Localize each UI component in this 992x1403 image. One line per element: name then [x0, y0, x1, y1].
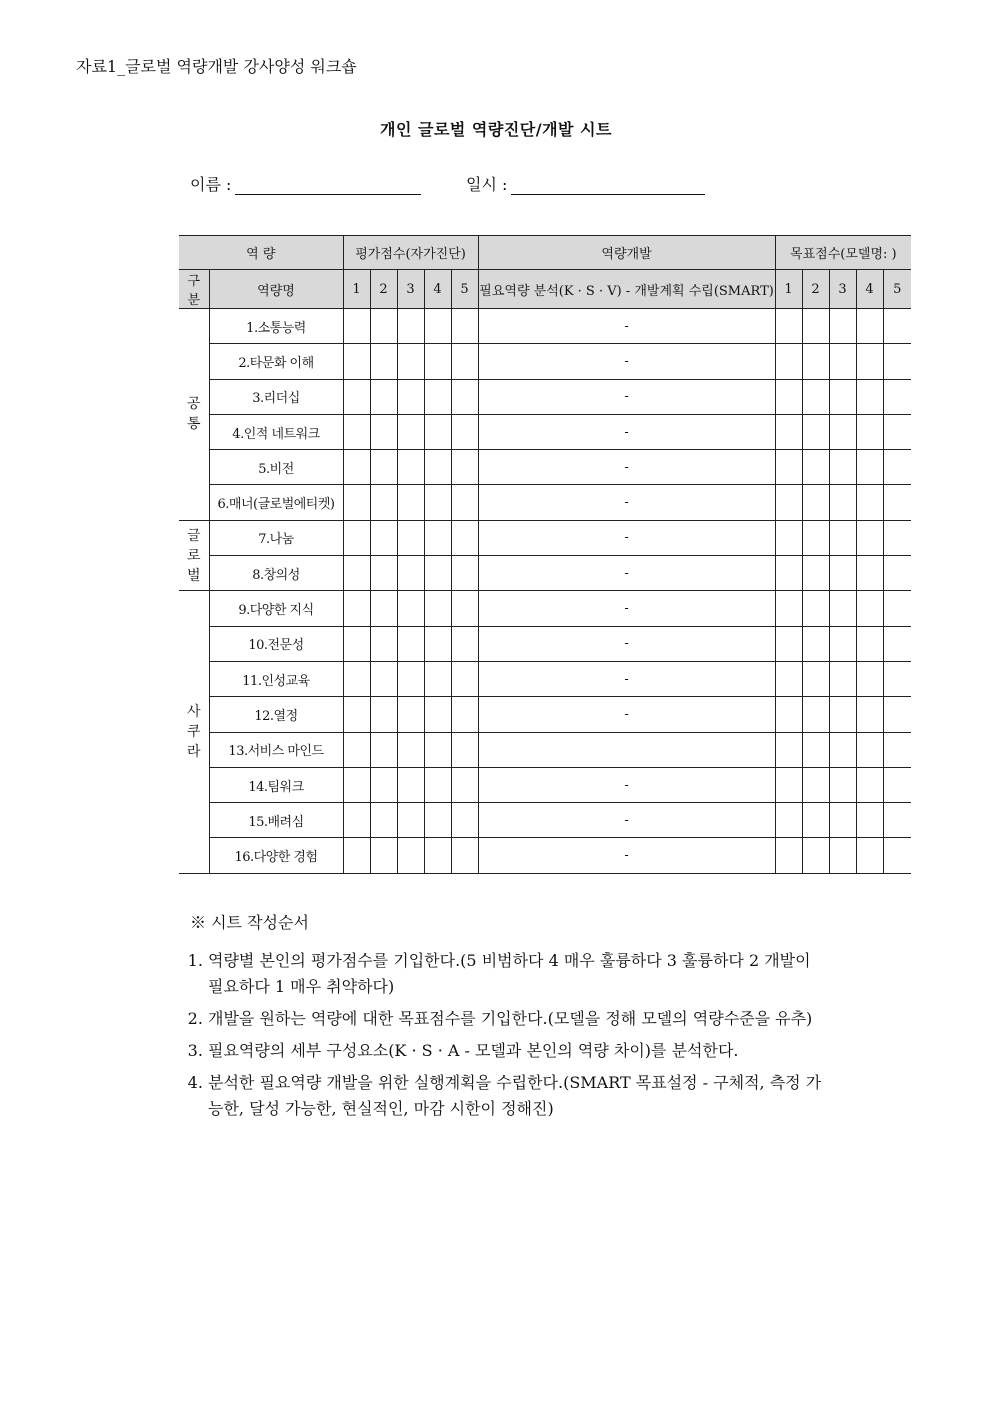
instruction-item: 2. 개발을 원하는 역량에 대한 목표점수를 기입한다.(모델을 정해 모델의 역량수준을 유추) [208, 1006, 830, 1032]
target-score-cell[interactable] [829, 485, 856, 520]
self-score-cell[interactable] [451, 838, 478, 873]
development-cell[interactable]: - [478, 309, 775, 344]
target-score-cell[interactable] [775, 344, 802, 379]
target-score-cell[interactable] [802, 767, 829, 802]
self-score-cell[interactable] [343, 767, 370, 802]
competency-name: 10.전문성 [209, 626, 343, 661]
self-score-cell[interactable] [451, 414, 478, 449]
target-score-cell[interactable] [802, 309, 829, 344]
target-score-cell[interactable] [883, 485, 911, 520]
self-score-cell[interactable] [424, 344, 451, 379]
header-self-4: 4 [424, 270, 451, 309]
target-score-cell[interactable] [802, 803, 829, 838]
target-score-cell[interactable] [829, 661, 856, 696]
self-score-cell[interactable] [451, 309, 478, 344]
self-score-cell[interactable] [397, 450, 424, 485]
header-target-2: 2 [802, 270, 829, 309]
development-cell[interactable]: - [478, 450, 775, 485]
header-target-4: 4 [856, 270, 883, 309]
self-score-cell[interactable] [397, 767, 424, 802]
target-score-cell[interactable] [775, 697, 802, 732]
target-score-cell[interactable] [802, 697, 829, 732]
header-development: 역량개발 [478, 236, 775, 270]
header-target-5: 5 [883, 270, 911, 309]
self-score-cell[interactable] [343, 379, 370, 414]
self-score-cell[interactable] [343, 414, 370, 449]
self-score-cell[interactable] [343, 661, 370, 696]
table-row [179, 414, 911, 449]
target-score-cell[interactable] [883, 344, 911, 379]
development-cell[interactable]: - [478, 626, 775, 661]
header-competency: 역 량 [179, 236, 343, 270]
target-score-cell[interactable] [883, 450, 911, 485]
target-score-cell[interactable] [802, 450, 829, 485]
group-label [179, 520, 209, 591]
target-score-cell[interactable] [829, 803, 856, 838]
header-target-1: 1 [775, 270, 802, 309]
target-score-cell[interactable] [856, 661, 883, 696]
header-self-2: 2 [370, 270, 397, 309]
target-score-cell[interactable] [775, 309, 802, 344]
self-score-cell[interactable] [424, 803, 451, 838]
self-score-cell[interactable] [397, 732, 424, 767]
target-score-cell[interactable] [856, 767, 883, 802]
target-score-cell[interactable] [829, 414, 856, 449]
development-cell[interactable]: - [478, 379, 775, 414]
target-score-cell[interactable] [883, 309, 911, 344]
self-score-cell[interactable] [397, 803, 424, 838]
target-score-cell[interactable] [883, 661, 911, 696]
table-row [179, 661, 911, 696]
self-score-cell[interactable] [451, 520, 478, 555]
self-score-cell[interactable] [451, 450, 478, 485]
target-score-cell[interactable] [856, 697, 883, 732]
target-score-cell[interactable] [775, 732, 802, 767]
target-score-cell[interactable] [829, 732, 856, 767]
self-score-cell[interactable] [343, 803, 370, 838]
table-row [179, 556, 911, 591]
self-score-cell[interactable] [424, 414, 451, 449]
self-score-cell[interactable] [343, 732, 370, 767]
development-cell[interactable]: - [478, 661, 775, 696]
development-cell[interactable] [478, 732, 775, 767]
self-score-cell[interactable] [370, 520, 397, 555]
competency-name: 5.비전 [209, 450, 343, 485]
target-score-cell[interactable] [856, 450, 883, 485]
self-score-cell[interactable] [424, 838, 451, 873]
header-self-score: 평가점수(자가진단) [343, 236, 478, 270]
self-score-cell[interactable] [343, 520, 370, 555]
self-score-cell[interactable] [370, 556, 397, 591]
self-score-cell[interactable] [397, 661, 424, 696]
competency-name: 8.창의성 [209, 556, 343, 591]
table-row [179, 309, 911, 344]
header-competency-name: 역량명 [209, 270, 343, 309]
self-score-cell[interactable] [343, 626, 370, 661]
self-score-cell[interactable] [424, 732, 451, 767]
target-score-cell[interactable] [856, 414, 883, 449]
self-score-cell[interactable] [343, 697, 370, 732]
name-input-line [235, 178, 421, 195]
target-score-cell[interactable] [829, 309, 856, 344]
self-score-cell[interactable] [370, 803, 397, 838]
instruction-item: 1. 역량별 본인의 평가점수를 기입한다.(5 비범하다 4 매우 훌륭하다 3 훌륭하다 2 개발이 필요하다 1 매우 취약하다) [208, 948, 830, 1000]
target-score-cell[interactable] [829, 520, 856, 555]
target-score-cell[interactable] [883, 697, 911, 732]
development-cell[interactable]: - [478, 697, 775, 732]
competency-name: 16.다양한 경험 [209, 838, 343, 873]
self-score-cell[interactable] [451, 626, 478, 661]
target-score-cell[interactable] [856, 732, 883, 767]
table-row [179, 767, 911, 802]
self-score-cell[interactable] [343, 485, 370, 520]
self-score-cell[interactable] [397, 520, 424, 555]
self-score-cell[interactable] [451, 661, 478, 696]
group-label-char: 로 [186, 547, 201, 564]
competency-name: 7.나눔 [209, 520, 343, 555]
self-score-cell[interactable] [397, 309, 424, 344]
target-score-cell[interactable] [775, 591, 802, 626]
target-score-cell[interactable] [775, 661, 802, 696]
self-score-cell[interactable] [370, 767, 397, 802]
group-label-char: 사 [186, 704, 201, 721]
self-score-cell[interactable] [451, 767, 478, 802]
target-score-cell[interactable] [775, 450, 802, 485]
table-row [179, 485, 911, 520]
target-score-cell[interactable] [883, 379, 911, 414]
target-score-cell[interactable] [856, 803, 883, 838]
target-score-cell[interactable] [802, 414, 829, 449]
table-row [179, 732, 911, 767]
self-score-cell[interactable] [424, 626, 451, 661]
target-score-cell[interactable] [802, 626, 829, 661]
self-score-cell[interactable] [343, 450, 370, 485]
target-score-cell[interactable] [829, 344, 856, 379]
header-target-3: 3 [829, 270, 856, 309]
self-score-cell[interactable] [370, 661, 397, 696]
target-score-cell[interactable] [856, 591, 883, 626]
self-score-cell[interactable] [397, 838, 424, 873]
self-score-cell[interactable] [343, 309, 370, 344]
target-score-cell[interactable] [802, 591, 829, 626]
target-score-cell[interactable] [829, 379, 856, 414]
header-target-score: 목표점수(모델명: ) [775, 236, 911, 270]
table-row [179, 379, 911, 414]
self-score-cell[interactable] [397, 591, 424, 626]
target-score-cell[interactable] [802, 556, 829, 591]
target-score-cell[interactable] [802, 344, 829, 379]
target-score-cell[interactable] [829, 838, 856, 873]
target-score-cell[interactable] [883, 803, 911, 838]
target-score-cell[interactable] [775, 379, 802, 414]
self-score-cell[interactable] [343, 838, 370, 873]
self-score-cell[interactable] [370, 309, 397, 344]
target-score-cell[interactable] [856, 556, 883, 591]
header-self-3: 3 [397, 270, 424, 309]
target-score-cell[interactable] [883, 414, 911, 449]
group-label [179, 309, 209, 521]
self-score-cell[interactable] [451, 732, 478, 767]
competency-name: 15.배려심 [209, 803, 343, 838]
target-score-cell[interactable] [829, 591, 856, 626]
competency-name: 12.열정 [209, 697, 343, 732]
self-score-cell[interactable] [370, 379, 397, 414]
development-cell[interactable]: - [478, 591, 775, 626]
development-cell[interactable]: - [478, 838, 775, 873]
development-cell[interactable]: - [478, 767, 775, 802]
target-score-cell[interactable] [775, 626, 802, 661]
header-category-text: 구 분 [187, 274, 201, 308]
header-analysis: 필요역량 분석(K · S · V) - 개발계획 수립(SMART) [478, 270, 775, 309]
group-label [179, 591, 209, 873]
target-score-cell[interactable] [775, 767, 802, 802]
self-score-cell[interactable] [424, 485, 451, 520]
target-score-cell[interactable] [802, 661, 829, 696]
self-score-cell[interactable] [424, 767, 451, 802]
table-row [179, 450, 911, 485]
table-row [179, 344, 911, 379]
competency-name: 14.팀워크 [209, 767, 343, 802]
target-score-cell[interactable] [829, 450, 856, 485]
self-score-cell[interactable] [451, 803, 478, 838]
header-self-5: 5 [451, 270, 478, 309]
self-score-cell[interactable] [451, 697, 478, 732]
target-score-cell[interactable] [802, 838, 829, 873]
group-label-char: 라 [186, 744, 201, 761]
self-score-cell[interactable] [370, 838, 397, 873]
self-score-cell[interactable] [451, 485, 478, 520]
target-score-cell[interactable] [802, 732, 829, 767]
self-score-cell[interactable] [370, 591, 397, 626]
self-score-cell[interactable] [424, 309, 451, 344]
group-label-char: 글 [186, 527, 201, 544]
target-score-cell[interactable] [883, 591, 911, 626]
self-score-cell[interactable] [424, 379, 451, 414]
instructions [190, 910, 830, 1128]
date-input-line [511, 178, 705, 195]
self-score-cell[interactable] [397, 697, 424, 732]
name-label: 이름 : [190, 175, 232, 194]
target-score-cell[interactable] [856, 838, 883, 873]
target-score-cell[interactable] [856, 309, 883, 344]
competency-name: 11.인성교육 [209, 661, 343, 696]
self-score-cell[interactable] [424, 520, 451, 555]
target-score-cell[interactable] [775, 838, 802, 873]
target-score-cell[interactable] [775, 556, 802, 591]
self-score-cell[interactable] [451, 556, 478, 591]
group-label-char: 통 [186, 416, 201, 433]
target-score-cell[interactable] [802, 379, 829, 414]
self-score-cell[interactable] [397, 344, 424, 379]
group-label-char: 벌 [186, 567, 201, 584]
self-score-cell[interactable] [370, 450, 397, 485]
date-field [466, 172, 705, 195]
self-score-cell[interactable] [424, 591, 451, 626]
competency-name: 2.타문화 이해 [209, 344, 343, 379]
target-score-cell[interactable] [856, 520, 883, 555]
table-row [179, 520, 911, 555]
target-score-cell[interactable] [829, 697, 856, 732]
table-row [179, 591, 911, 626]
competency-table [179, 235, 911, 874]
target-score-cell[interactable] [829, 767, 856, 802]
self-score-cell[interactable] [370, 626, 397, 661]
self-score-cell[interactable] [451, 591, 478, 626]
target-score-cell[interactable] [883, 520, 911, 555]
self-score-cell[interactable] [370, 485, 397, 520]
development-cell[interactable]: - [478, 344, 775, 379]
target-score-cell[interactable] [856, 485, 883, 520]
target-score-cell[interactable] [883, 626, 911, 661]
self-score-cell[interactable] [343, 591, 370, 626]
development-cell[interactable]: - [478, 556, 775, 591]
self-score-cell[interactable] [343, 556, 370, 591]
self-score-cell[interactable] [370, 344, 397, 379]
self-score-cell[interactable] [397, 379, 424, 414]
self-score-cell[interactable] [424, 661, 451, 696]
self-score-cell[interactable] [424, 556, 451, 591]
development-cell[interactable]: - [478, 520, 775, 555]
name-field [190, 172, 421, 195]
target-score-cell[interactable] [775, 485, 802, 520]
self-score-cell[interactable] [370, 732, 397, 767]
self-score-cell[interactable] [397, 485, 424, 520]
instruction-item: 4. 분석한 필요역량 개발을 위한 실행계획을 수립한다.(SMART 목표설정 - 구체적, 측정 가능한, 달성 가능한, 현실적인, 마감 시한이 정해진) [208, 1070, 830, 1122]
self-score-cell[interactable] [451, 379, 478, 414]
target-score-cell[interactable] [775, 520, 802, 555]
competency-name: 4.인적 네트워크 [209, 414, 343, 449]
table-row [179, 803, 911, 838]
page-title: 개인 글로벌 역량진단/개발 시트 [380, 120, 612, 139]
instructions-list [190, 948, 830, 1122]
target-score-cell[interactable] [775, 803, 802, 838]
group-label-char: 쿠 [186, 724, 201, 741]
self-score-cell[interactable] [370, 697, 397, 732]
table-row [179, 626, 911, 661]
target-score-cell[interactable] [883, 732, 911, 767]
competency-name: 1.소통능력 [209, 309, 343, 344]
header-note: 자료1_글로벌 역량개발 강사양성 워크숍 [76, 57, 357, 76]
self-score-cell[interactable] [370, 414, 397, 449]
target-score-cell[interactable] [829, 556, 856, 591]
target-score-cell[interactable] [883, 838, 911, 873]
development-cell[interactable]: - [478, 803, 775, 838]
instructions-title: ※ 시트 작성순서 [190, 913, 309, 932]
competency-name: 6.매너(글로벌에티켓) [209, 485, 343, 520]
target-score-cell[interactable] [883, 767, 911, 802]
target-score-cell[interactable] [856, 626, 883, 661]
self-score-cell[interactable] [424, 697, 451, 732]
target-score-cell[interactable] [883, 556, 911, 591]
date-label: 일시 : [466, 175, 508, 194]
self-score-cell[interactable] [451, 344, 478, 379]
target-score-cell[interactable] [802, 520, 829, 555]
self-score-cell[interactable] [424, 450, 451, 485]
target-score-cell[interactable] [829, 626, 856, 661]
group-label-char: 공 [186, 396, 201, 413]
competency-name: 3.리더십 [209, 379, 343, 414]
self-score-cell[interactable] [397, 626, 424, 661]
competency-name: 13.서비스 마인드 [209, 732, 343, 767]
table-row [179, 838, 911, 873]
development-cell[interactable]: - [478, 414, 775, 449]
self-score-cell[interactable] [343, 344, 370, 379]
header-self-1: 1 [343, 270, 370, 309]
target-score-cell[interactable] [802, 485, 829, 520]
table-row [179, 697, 911, 732]
target-score-cell[interactable] [856, 379, 883, 414]
development-cell[interactable]: - [478, 485, 775, 520]
self-score-cell[interactable] [397, 414, 424, 449]
self-score-cell[interactable] [397, 556, 424, 591]
target-score-cell[interactable] [775, 414, 802, 449]
target-score-cell[interactable] [856, 344, 883, 379]
instruction-item: 3. 필요역량의 세부 구성요소(K · S · A - 모델과 본인의 역량 차이)를 분석한다. [208, 1038, 830, 1064]
header-category [179, 270, 209, 309]
competency-name: 9.다양한 지식 [209, 591, 343, 626]
